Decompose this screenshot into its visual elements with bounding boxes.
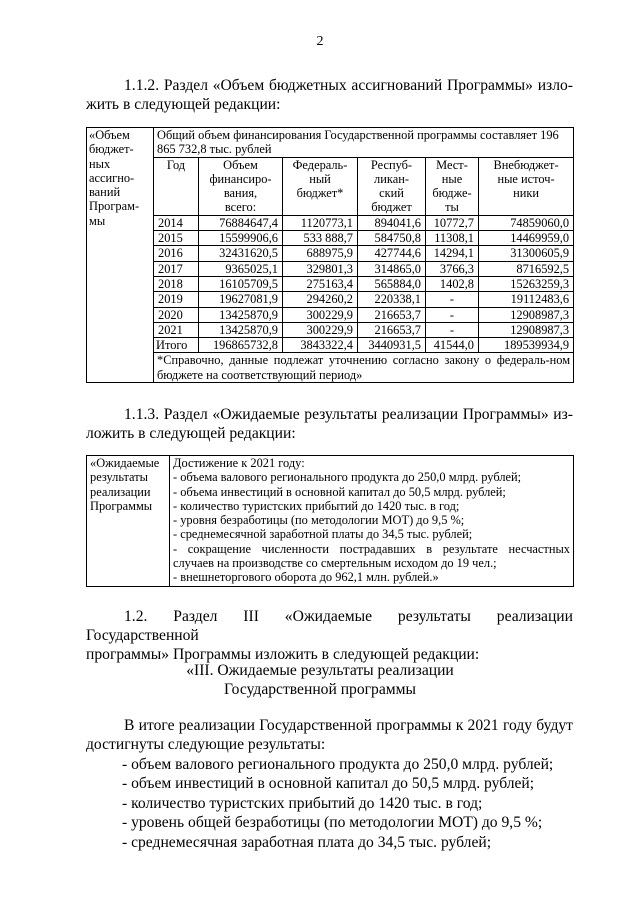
- table-row: 2017 9365025,1 329801,3 314865,0 3766,3 8716592,5: [87, 261, 574, 276]
- conclusion-paragraph: [86, 716, 573, 754]
- page-number: 2: [316, 34, 324, 49]
- table-footnote: *Справочно, данные подлежат уточнению согласно закону о федераль-ном бюджете на соответствующий период»: [154, 353, 574, 383]
- paragraph-line: достигнуты следующие результаты:: [86, 736, 326, 753]
- total-funding-text: Общий объем финансирования Государственной программы составляет 196 865 732,8 тыс. рублей: [154, 128, 574, 158]
- table-row: 2015 15599906,6 533 888,7 584750,8 11308,1 14469959,0: [87, 231, 574, 246]
- section-title: «III. Ожидаемые результаты реализации Государственной программы: [186, 662, 454, 698]
- column-header: Респуб- ликан- ский бюджет: [358, 157, 426, 215]
- list-item: - среднемесячная заработная плата до 34,5 тыс. рублей;: [122, 833, 492, 851]
- list-item: - объем валового регионального продукта до 250,0 млрд. рублей;: [122, 756, 554, 773]
- section-1-2-paragraph: [86, 607, 573, 664]
- list-item: - среднемесячной заработной платы до 34,5 тыс. рублей;: [173, 527, 473, 542]
- table-row-label: «Ожидаемые результаты реализации Программы: [87, 456, 170, 587]
- paragraph-line: В итоге реализации Государственной программы к 2021 году будут: [124, 717, 573, 734]
- table-row: 2014 76884647,4 1120773,1 894041,6 10772,7 74859060,0: [87, 215, 574, 230]
- list-item: - объема инвестиций в основной капитал до 50,5 млрд. рублей;: [173, 484, 506, 499]
- budget-allocations-table: [86, 127, 574, 383]
- results-bullet-list: [86, 755, 573, 852]
- list-item: - объема валового регионального продукта до 250,0 млрд. рублей;: [173, 470, 522, 485]
- paragraph-line: 1.1.2. Раздел «Объем бюджетных ассигнований Программы» изло-: [124, 77, 573, 94]
- table-row: 2018 16105709,5 275163,4 565884,0 1402,8 15263259,3: [87, 276, 574, 291]
- list-item: - количество туристских прибытий до 1420 тыс. в год;: [173, 498, 460, 513]
- expected-results-table: [86, 455, 574, 587]
- table-row-label: «Объем бюджет- ных ассигно- ваний Програм- мы: [87, 128, 154, 383]
- list-item: - объем инвестиций в основной капитал до 50,5 млрд. рублей;: [122, 775, 535, 793]
- column-header: Объем финансиро- вания, всего:: [199, 157, 283, 215]
- paragraph-line: жить в следующей редакции:: [86, 96, 281, 113]
- section-1-1-2-paragraph: [86, 76, 573, 114]
- table-row: 2016 32431620,5 688975,9 427744,6 14294,1 31300605,9: [87, 246, 574, 261]
- paragraph-line: программы» Программы изложить в следующей редакции:: [86, 646, 480, 663]
- list-item: - внешнеторгового оборота до 962,1 млн. рублей.»: [173, 570, 439, 585]
- list-item: Достижение к 2021 году:: [173, 456, 305, 470]
- column-header: Федераль- ный бюджет*: [283, 157, 358, 215]
- list-item: - сокращение численности пострадавших в результате несчастных: [173, 541, 570, 556]
- section-1-1-3-paragraph: [86, 405, 573, 443]
- list-item: - количество туристских прибытий до 1420 тыс. в год;: [122, 794, 483, 812]
- column-header: Внебюджет- ные источ- ники: [479, 157, 574, 215]
- table-row: 2021 13425870,9 300229,9 216653,7 - 12908987,3: [87, 322, 574, 337]
- column-header: Год: [154, 157, 199, 215]
- list-item: случаев на производстве со смертельным исходом до 19 чел.;: [173, 556, 497, 571]
- paragraph-line: 1.1.3. Раздел «Ожидаемые результаты реализации Программы» из-: [124, 406, 573, 423]
- column-header: Мест- ные бюдже- ты: [426, 157, 479, 215]
- list-item: - уровня безработицы (по методологии МОТ) до 9,5 %;: [173, 513, 465, 528]
- paragraph-line: 1.2. Раздел III «Ожидаемые результаты реализации Государственной: [86, 608, 573, 644]
- table-row: 2020 13425870,9 300229,9 216653,7 - 12908987,3: [87, 307, 574, 322]
- list-item: - уровень общей безработицы (по методологии МОТ) до 9,5 %;: [122, 814, 543, 832]
- paragraph-line: ложить в следующей редакции:: [86, 425, 296, 442]
- results-list: [170, 456, 574, 587]
- table-row: 2019 19627081,9 294260,2 220338,1 - 19112483,6: [87, 292, 574, 307]
- table-total-row: Итого 196865732,8 3843322,4 3440931,5 41544,0 189539934,9: [87, 338, 574, 353]
